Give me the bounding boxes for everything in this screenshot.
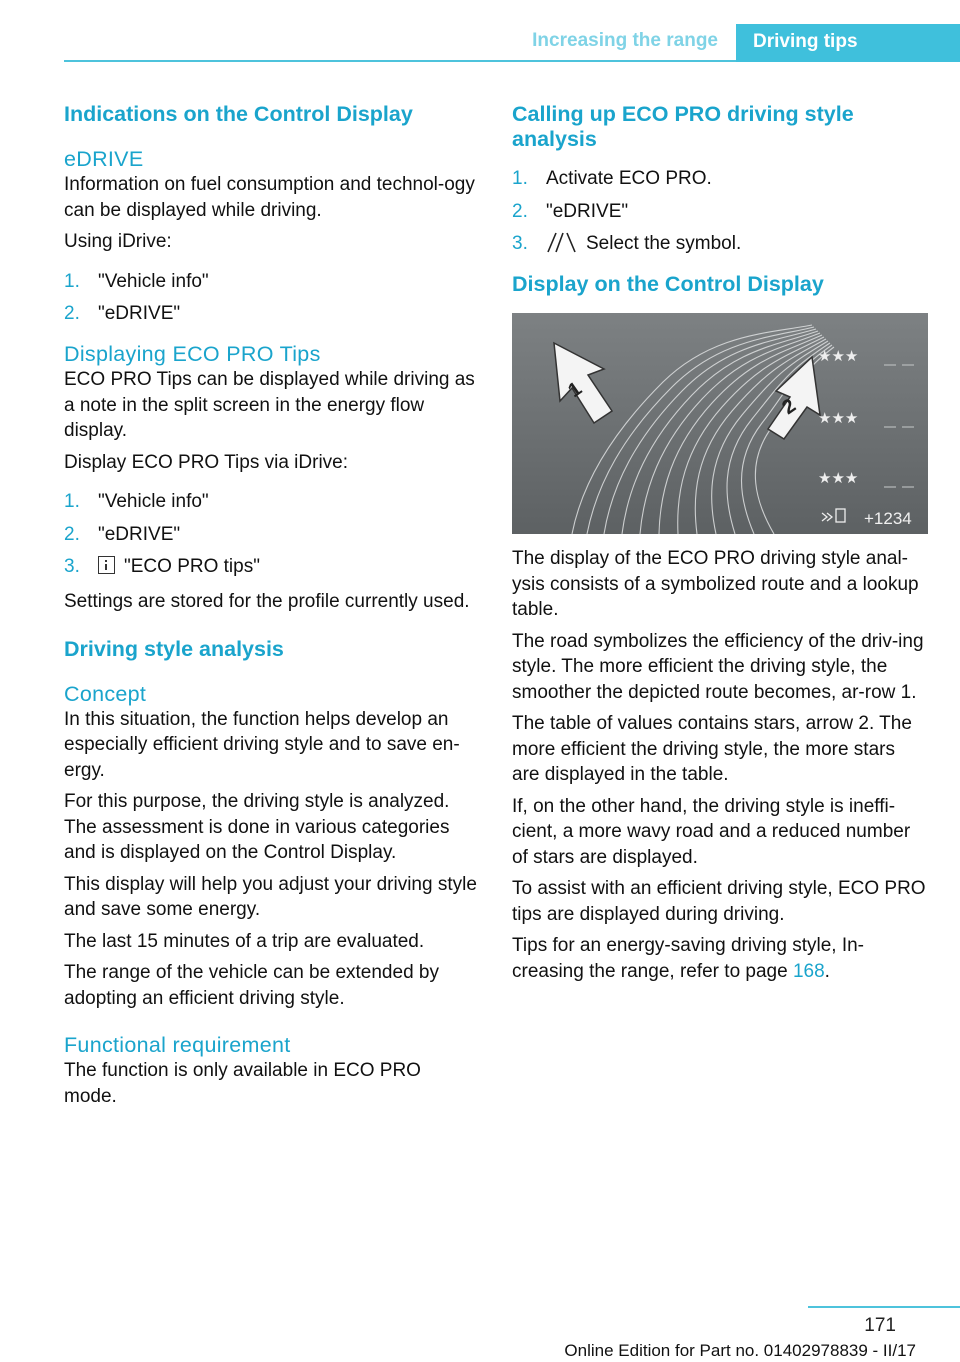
figure-paragraph: The display of the ECO PRO driving style anal‐ysis consists of a symbolized route and a lookup table.: [512, 548, 919, 620]
footer-rule: [808, 1306, 960, 1308]
right-column: [512, 102, 927, 990]
concept-paragraph: This display will help you adjust your driving style and save some energy.: [64, 873, 477, 920]
step-number: 1.: [64, 491, 80, 512]
eco-pro-display-figure: [512, 313, 928, 534]
display-title: Display on the Control Display: [512, 272, 824, 296]
step-label: "eDRIVE": [98, 303, 181, 324]
analysis-title: Driving style analysis: [64, 636, 284, 661]
list-item: [64, 554, 479, 579]
list-item: [512, 199, 927, 224]
step-number: 1.: [64, 270, 80, 292]
functional-text: The function is only available in ECO PRO mode.: [64, 1060, 421, 1107]
tips-reference-suffix: .: [824, 960, 830, 982]
figure-paragraph: If, on the other hand, the driving style is ineffi‐cient, a more wavy road and a reduced number of stars are displayed.: [512, 795, 911, 868]
list-item: [64, 269, 479, 294]
eco-tips-text: ECO PRO Tips can be displayed while driving as a note in the split screen in the energy flow display.: [64, 369, 475, 441]
step-label: "eDRIVE": [546, 200, 629, 222]
arrow-1-label: 1: [564, 377, 586, 403]
eco-tips-via-text: Display ECO PRO Tips via iDrive:: [64, 451, 349, 473]
figure-paragraph: The road symbolizes the efficiency of the driv‐ing style. The more efficient the driving style, the smoother the depicted route becomes, ar‐row 1.: [512, 630, 924, 703]
page-reference-link[interactable]: 168: [792, 960, 825, 982]
list-item: [512, 231, 927, 256]
step-number: 2.: [64, 303, 80, 324]
calling-title: Calling up ECO PRO driving style analysis: [512, 102, 854, 151]
tips-reference-text: Tips for an energy-saving driving style, In‐creasing the range, refer to page: [512, 935, 865, 982]
header-section-title: Increasing the range: [532, 30, 718, 51]
edrive-steps-list: [64, 269, 479, 327]
left-column: [64, 102, 479, 1115]
list-item: [64, 522, 479, 547]
using-idrive-text: Using iDrive:: [64, 231, 172, 252]
concept-paragraph: The last 15 minutes of a trip are evaluated.: [64, 930, 425, 952]
step-label: "Vehicle info": [98, 270, 209, 292]
star-row: ★★★: [818, 409, 859, 427]
edition-note: Online Edition for Part no. 01402978839 - II/17: [564, 1341, 916, 1360]
eco-tips-heading: Displaying ECO PRO Tips: [64, 342, 321, 366]
step-number: 3.: [512, 233, 528, 254]
concept-paragraph: In this situation, the function helps develop an especially efficient driving style and to save en‐ergy.: [64, 708, 460, 781]
readout-value: +1234: [864, 509, 912, 528]
edrive-text: Information on fuel consumption and technol‐ogy can be displayed while driving.: [64, 174, 475, 221]
eco-pro-display-illustration: [512, 313, 928, 534]
step-number: 2.: [64, 523, 80, 545]
header-chapter-tab: [736, 24, 960, 62]
edrive-heading: eDRIVE: [64, 147, 144, 171]
step-number: 3.: [64, 556, 80, 577]
star-row: ★★★: [818, 347, 859, 365]
step-number: 1.: [512, 168, 528, 189]
list-item: [64, 301, 479, 326]
page-number: 171: [864, 1315, 896, 1336]
arrow-2-label: 2: [778, 394, 800, 420]
concept-heading: Concept: [64, 681, 147, 706]
road-icon: [546, 231, 578, 253]
figure-paragraph: The table of values contains stars, arrow 2. The more efficient the driving style, the more stars are displayed in the table.: [512, 713, 912, 785]
concept-paragraph: The range of the vehicle can be extended by adopting an efficient driving style.: [64, 962, 439, 1009]
figure-paragraph: To assist with an efficient driving style, ECO PRO tips are displayed during driving.: [512, 878, 926, 925]
info-icon: [98, 556, 115, 574]
settings-text: Settings are stored for the profile currently used.: [64, 591, 470, 612]
calling-steps-list: [512, 166, 927, 256]
step-label: Select the symbol.: [586, 233, 742, 254]
list-item: [512, 166, 927, 191]
header-chapter-label: Driving tips: [753, 31, 858, 52]
star-row: ★★★: [818, 469, 859, 487]
concept-paragraph: For this purpose, the driving style is analyzed. The assessment is done in various categories and is displayed on the Control Display.: [64, 791, 450, 863]
step-number: 2.: [512, 200, 528, 222]
step-label: "Vehicle info": [98, 491, 209, 512]
step-label: "eDRIVE": [98, 523, 181, 545]
step-label: "ECO PRO tips": [124, 556, 260, 577]
step-label: Activate ECO PRO.: [546, 168, 712, 189]
list-item: [64, 489, 479, 514]
functional-heading: Functional requirement: [64, 1033, 291, 1057]
tips-reference-paragraph: [512, 933, 927, 984]
eco-tips-steps-list: [64, 489, 479, 579]
indications-title: Indications on the Control Display: [64, 102, 413, 126]
